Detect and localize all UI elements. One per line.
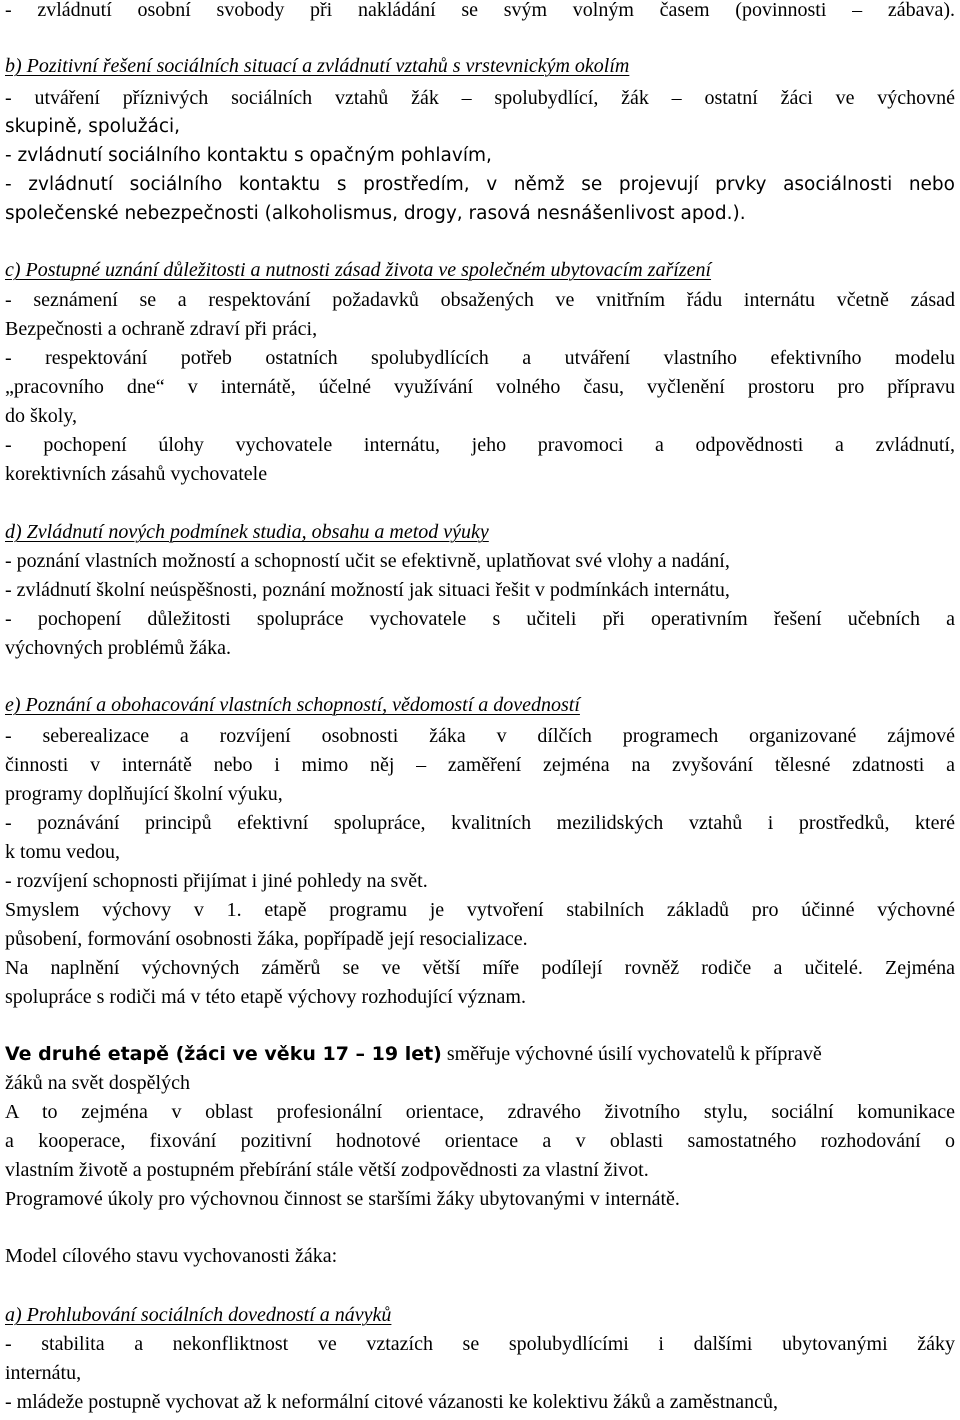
text-line: společenské nebezpečnosti (alkoholismus, drogy, rasová nesnášenlivost apod.). bbox=[5, 203, 746, 224]
text-line: - zvládnutí sociálního kontaktu s opačným pohlavím, bbox=[5, 145, 492, 166]
section-heading-c: c) Postupné uznání důležitosti a nutnosti zásad života ve společném ubytovacím zařízení bbox=[5, 259, 712, 281]
text-line: Bezpečnosti a ochraně zdraví při práci, bbox=[5, 318, 318, 340]
text-line: Programové úkoly pro výchovnou činnost se staršími žáky ubytovanými v internátě. bbox=[5, 1188, 680, 1210]
text-line: vlastním životě a postupném přebírání stále větší zodpovědnosti za vlastní život. bbox=[5, 1159, 649, 1181]
stage-two-heading: Ve druhé etapě (žáci ve věku 17 – 19 let) bbox=[5, 1043, 442, 1065]
text-line: - mládeže postupně vychovat až k neformální citové vázanosti ke kolektivu žáků a zaměstnanců, bbox=[5, 1391, 779, 1413]
text-line: programy doplňující školní výuku, bbox=[5, 783, 283, 805]
text-line: a kooperace, fixování pozitivní hodnotové orientace a v oblasti samostatného rozhodování o bbox=[5, 1130, 955, 1152]
text-line: - poznání vlastních možností a schopností učit se efektivně, uplatňovat své vlohy a nadání, bbox=[5, 550, 730, 572]
text-line: internátu, bbox=[5, 1362, 82, 1384]
section-heading-d: d) Zvládnutí nových podmínek studia, obsahu a metod výuky bbox=[5, 521, 489, 543]
stage-two-heading-line bbox=[5, 1040, 955, 1068]
text-line: - seberealizace a rozvíjení osobnosti žáka v dílčích programech organizované zájmové bbox=[5, 725, 955, 747]
text-line: výchovných problémů žáka. bbox=[5, 637, 232, 659]
text-line: - seznámení se a respektování požadavků obsažených ve vnitřním řádu internátu včetně zásad bbox=[5, 289, 955, 311]
text-line: - zvládnutí školní neúspěšnosti, poznání možností jak situaci řešit v podmínkách internátu, bbox=[5, 579, 730, 601]
text-line: Smyslem výchovy v 1. etapě programu je vytvoření stabilních základů pro účinné výchovné bbox=[5, 899, 955, 921]
text-fragment: směřuje výchovné úsilí vychovatelů k přípravě bbox=[441, 1043, 822, 1065]
text-line: - pochopení úlohy vychovatele internátu, jeho pravomoci a odpovědnosti a zvládnutí, bbox=[5, 434, 955, 456]
text-line: působení, formování osobnosti žáka, popřípadě její resocializace. bbox=[5, 928, 528, 950]
text-line: - stabilita a nekonfliktnost ve vztazích se spolubydlícími i dalšími ubytovanými žáky bbox=[5, 1333, 955, 1355]
text-line: skupině, spolužáci, bbox=[5, 116, 181, 137]
text-line: - zvládnutí osobní svobody při nakládání se svým volným časem (povinnosti – zábava). bbox=[5, 0, 955, 21]
text-line: - respektování potřeb ostatních spolubydlících a utváření vlastního efektivního modelu bbox=[5, 347, 955, 369]
section-heading-a: a) Prohlubování sociálních dovedností a návyků bbox=[5, 1304, 392, 1326]
section-heading-e: e) Poznání a obohacování vlastních schopností, vědomostí a dovedností bbox=[5, 694, 580, 716]
text-line: - zvládnutí sociálního kontaktu s prostředím, v němž se projevují prvky asociálnosti nebo bbox=[5, 174, 955, 195]
text-line: spolupráce s rodiči má v této etapě výchovy rozhodující význam. bbox=[5, 986, 526, 1008]
text-line: činnosti v internátě nebo i mimo něj – zaměření zejména na zvyšování tělesné zdatnosti a bbox=[5, 754, 955, 776]
text-line: - utváření příznivých sociálních vztahů žák – spolubydlící, žák – ostatní žáci ve výchovné bbox=[5, 87, 955, 109]
text-line: Na naplnění výchovných záměrů se ve větší míře podílejí rovněž rodiče a učitelé. Zejména bbox=[5, 957, 955, 979]
section-heading-b: b) Pozitivní řešení sociálních situací a zvládnutí vztahů s vrstevnickým okolím bbox=[5, 55, 630, 77]
text-line: korektivních zásahů vychovatele bbox=[5, 463, 268, 485]
text-line: do školy, bbox=[5, 405, 78, 427]
text-line: žáků na svět dospělých bbox=[5, 1072, 190, 1094]
text-line: - pochopení důležitosti spolupráce vychovatele s učiteli při operativním řešení učebních a bbox=[5, 608, 955, 630]
model-heading: Model cílového stavu vychovanosti žáka: bbox=[5, 1245, 338, 1267]
text-line: A to zejména v oblast profesionální orientace, zdravého životního stylu, sociální komunikace bbox=[5, 1101, 955, 1123]
text-line: - rozvíjení schopnosti přijímat i jiné pohledy na svět. bbox=[5, 870, 428, 892]
text-line: k tomu vedou, bbox=[5, 841, 120, 863]
text-line: „pracovního dne“ v internátě, účelné využívání volného času, vyčlenění prostoru pro přípravu bbox=[5, 376, 955, 398]
text-line: - poznávání principů efektivní spolupráce, kvalitních mezilidských vztahů i prostředků, které bbox=[5, 812, 955, 834]
